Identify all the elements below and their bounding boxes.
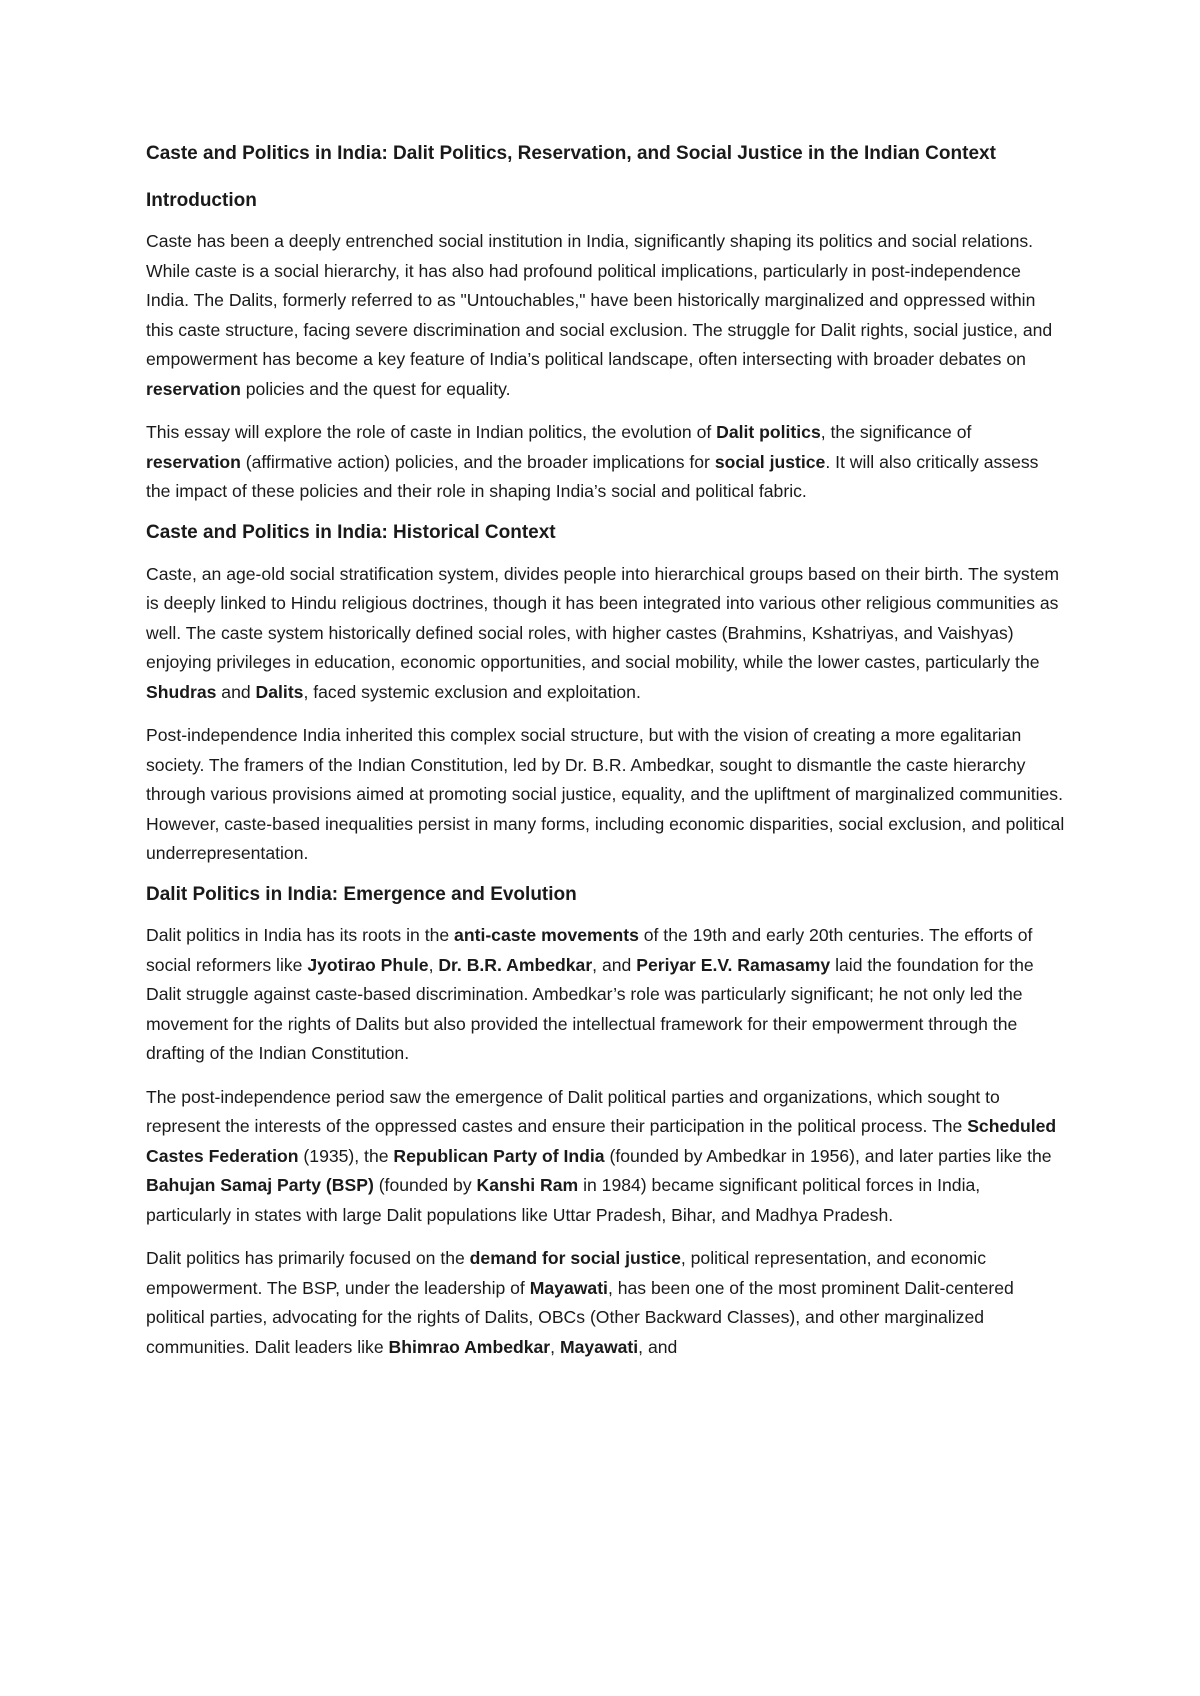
text-run: , has been one of the most prominent Dalit-centered political parties, advocating for the rights of Dalits, OBCs (Other Backward Classes), and other marginalized communities. Dalit leaders like bbox=[146, 1277, 1014, 1357]
bold-term: reservation bbox=[146, 451, 241, 472]
bold-term: Mayawati bbox=[559, 1336, 639, 1357]
section-heading: Dalit Politics in India: Emergence and Evolution bbox=[146, 883, 577, 905]
bold-term: Dalit politics bbox=[716, 422, 821, 443]
bold-term: Scheduled Castes Federation bbox=[146, 1116, 1057, 1166]
text-run: , and bbox=[592, 954, 637, 975]
bold-term: Mayawati bbox=[529, 1277, 608, 1298]
bold-term: Republican Party of India bbox=[393, 1145, 605, 1166]
bold-term: Jyotirao Phule bbox=[307, 954, 429, 975]
text-run: (affirmative action) policies, and the broader implications for bbox=[240, 451, 715, 472]
text-run: Post-independence India inherited this complex social structure, but with the vision of creating a more egalitarian society. The framers of the Indian Constitution, led by Dr. B.R. Ambedkar, sought to dismantle the caste hierarchy through various provisions aimed at promoting social justice, equality, and the upliftment of marginalized communities. However, caste-based inequalities persist in many forms, including economic disparities, social exclusion, and political underrepresentation. bbox=[146, 725, 1065, 864]
body-paragraph bbox=[146, 1083, 1066, 1231]
text-run: Dalit politics in India has its roots in the bbox=[146, 925, 455, 946]
text-run: Caste, an age-old social stratification system, divides people into hierarchical groups based on their birth. The system is deeply linked to Hindu religious doctrines, though it has been integrated into various other religious communities as well. The caste system historically defined social roles, with higher castes (Brahmins, Kshatriyas, and Vaishyas) enjoying privileges in education, economic opportunities, and social mobility, while the lower castes, particularly the bbox=[146, 563, 1060, 673]
text-run: and bbox=[216, 681, 256, 702]
text-run: of the 19th and early 20th centuries. The efforts of social reformers like bbox=[146, 925, 1033, 975]
section-heading: Caste and Politics in India: Historical Context bbox=[146, 521, 556, 543]
text-run: , bbox=[550, 1336, 560, 1357]
bold-term: demand for social justice bbox=[469, 1248, 681, 1269]
bold-term: anti-caste movements bbox=[454, 925, 639, 946]
document-page bbox=[146, 142, 1066, 1376]
bold-term: Dalits bbox=[255, 681, 304, 702]
text-run: Caste has been a deeply entrenched social institution in India, significantly shaping its politics and social relations. While caste is a social hierarchy, it has also had profound political implications, particularly in post-independence India. The Dalits, formerly referred to as "Untouchables," have been historically marginalized and oppressed within this caste structure, facing severe discrimination and social exclusion. The struggle for Dalit rights, social justice, and empowerment has become a key feature of India’s political landscape, often intersecting with broader debates on bbox=[146, 231, 1053, 370]
bold-term: Bhimrao Ambedkar bbox=[388, 1336, 551, 1357]
text-run: (1935), the bbox=[298, 1145, 394, 1166]
text-run: , bbox=[428, 954, 439, 975]
text-run: , the significance of bbox=[820, 422, 972, 443]
bold-term: reservation bbox=[146, 378, 241, 399]
text-run: This essay will explore the role of caste in Indian politics, the evolution of bbox=[146, 422, 717, 443]
bold-term: Bahujan Samaj Party (BSP) bbox=[146, 1175, 374, 1196]
body-paragraph bbox=[146, 560, 1066, 708]
text-run: , political representation, and economic empowerment. The BSP, under the leadership of bbox=[146, 1248, 986, 1298]
body-paragraph bbox=[146, 1244, 1066, 1362]
body-paragraph bbox=[146, 921, 1066, 1069]
bold-term: social justice bbox=[714, 451, 826, 472]
text-run: (founded by Ambedkar in 1956), and later parties like the bbox=[604, 1145, 1052, 1166]
body-paragraph bbox=[146, 418, 1066, 507]
bold-term: Dr. B.R. Ambedkar bbox=[438, 954, 593, 975]
document-title: Caste and Politics in India: Dalit Politics, Reservation, and Social Justice in the Indian Context bbox=[146, 143, 996, 164]
bold-term: Periyar E.V. Ramasamy bbox=[636, 954, 831, 975]
text-run: The post-independence period saw the emergence of Dalit political parties and organizations, which sought to represent the interests of the oppressed castes and ensure their participation in the political process. The bbox=[146, 1086, 1000, 1137]
text-run: in 1984) became significant political forces in India, particularly in states with large Dalit populations like Uttar Pradesh, Bihar, and Madhya Pradesh. bbox=[146, 1175, 981, 1225]
text-run: . It will also critically assess the impact of these policies and their role in shaping India’s social and political fabric. bbox=[146, 451, 1039, 502]
document-body bbox=[146, 189, 1066, 1363]
text-run: policies and the quest for equality. bbox=[240, 378, 511, 399]
bold-term: Kanshi Ram bbox=[476, 1175, 579, 1196]
body-paragraph bbox=[146, 721, 1066, 869]
section-heading: Introduction bbox=[146, 189, 257, 211]
text-run: laid the foundation for the Dalit struggle against caste-based discrimination. Ambedkar’s role was particularly significant; he not only led the movement for the rights of Dalits but also provided the intellectual framework for their empowerment through the drafting of the Indian Constitution. bbox=[146, 954, 1034, 1064]
text-run: (founded by bbox=[373, 1175, 477, 1196]
text-run: , faced systemic exclusion and exploitation. bbox=[303, 681, 641, 702]
body-paragraph bbox=[146, 227, 1066, 404]
text-run: Dalit politics has primarily focused on the bbox=[146, 1248, 470, 1269]
bold-term: Shudras bbox=[146, 681, 217, 702]
text-run: , and bbox=[638, 1336, 678, 1357]
